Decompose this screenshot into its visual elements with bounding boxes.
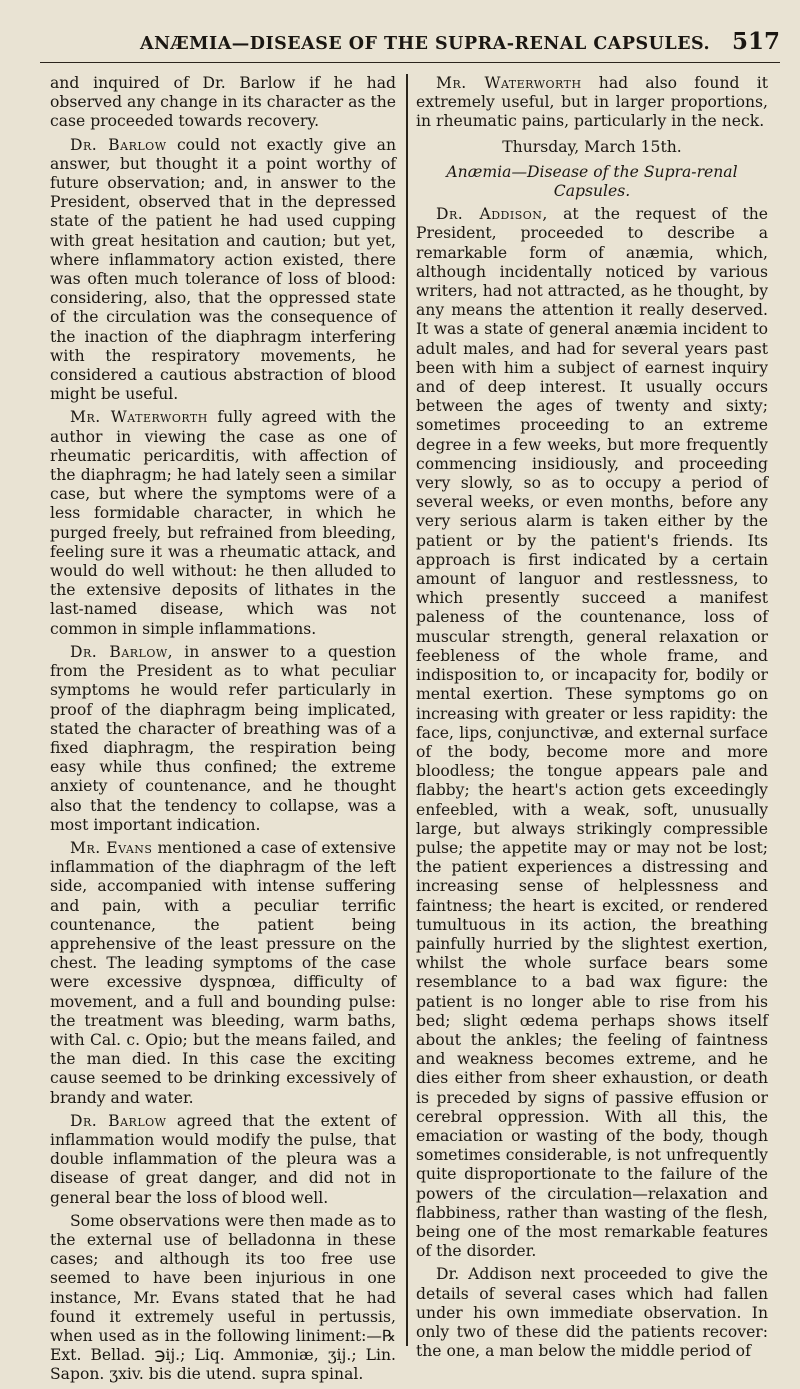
- paragraph: Mr. Evans mentioned a case of extensive inflammation of the diaphragm of the left side, accompanied with intense suffering and pain, with a peculiar terrific countenance, the patient being apprehensive of the least pressure on the chest. The leading symptoms of the case were excessive dyspnœa, difficulty of movement, and a full and bounding pulse: the treatment was bleeding, warm baths, with Cal. c. Opio; but the means failed, and the man died. In this case the exciting cause seemed to be drinking excessively of brandy and water.: [50, 838, 396, 1107]
- page-number: 517: [731, 28, 780, 55]
- running-header: [40, 28, 780, 63]
- speaker-name: Dr. Barlow: [70, 135, 167, 154]
- paragraph: Some observations were then made as to the external use of belladonna in these cases; and although its too free use seemed to have been injurious in one instance, Mr. Evans stated that he had found it extremely useful in pertussis, when used as in the following liniment:—℞ Ext. Bellad. ℈ij.; Liq. Ammoniæ, ʒij.; Lin. Sapon. ʒxiv. bis die utend. supra spinal.: [50, 1211, 396, 1384]
- speaker-name: Dr. Barlow: [70, 642, 168, 661]
- paragraph: and inquired of Dr. Barlow if he had observed any change in its character as the case proceeded towards recovery.: [50, 74, 396, 131]
- right-column: [416, 74, 768, 1365]
- meeting-date: Thursday, March 15th.: [502, 137, 682, 156]
- paragraph: Dr. Addison next proceeded to give the details of several cases which had fallen under his own immediate observation. In only two of these did the patients recover: the one, a man below the middle period of: [416, 1265, 768, 1361]
- speaker-name: Mr. Waterworth: [70, 408, 208, 427]
- paragraph: Dr. Barlow, in answer to a question from the President as to what peculiar symptoms he would refer particularly in proof of the diaphragm being implicated, stated the character of breathing was of a fixed diaphragm, the respiration being easy while thus confined; the extreme anxiety of countenance, and he thought also that the tendency to collapse, was a most important indication.: [50, 642, 396, 834]
- paragraph: Mr. Waterworth fully agreed with the author in viewing the case as one of rheumatic pericarditis, with affection of the diaphragm; he had lately seen a similar case, but where the symptoms were of a less formidable character, in which he purged freely, but refrained from bleeding, feeling sure it was a rheumatic attack, and would do well without: he then alluded to the extensive deposits of lithates in the last-named disease, which was not common in simple inflammations.: [50, 408, 396, 638]
- running-title: ANÆMIA—DISEASE OF THE SUPRA-RENAL CAPSULES.: [140, 34, 711, 54]
- speaker-name: Mr. Evans: [70, 838, 153, 857]
- speaker-name: Dr. Addison: [436, 205, 543, 224]
- speaker-name: Mr. Waterworth: [436, 74, 582, 92]
- paragraph: Dr. Barlow agreed that the extent of inflammation would modify the pulse, that double inflammation of the pleura was a disease of great danger, and did not in general bear the loss of blood well.: [50, 1111, 396, 1207]
- paragraph: Dr. Addison, at the request of the President, proceeded to describe a remarkable form of anæmia, which, although incidentally noticed by various writers, had not attracted, as he thought, by any means the attention it really deserved. It was a state of general anæmia incident to adult males, and had for several years past been with him a subject of earnest inquiry and of deep interest. It usually occurs between the ages of twenty and sixty; sometimes proceeding to an extreme degree in a few weeks, but more frequently commencing insidiously, and proceeding very slowly, so as to occupy a period of several weeks, or even months, before any very serious alarm is taken either by the patient or by the patient's friends. Its approach is first indicated by a certain amount of languor and restlessness, to which presently succeed a manifest paleness of the countenance, loss of muscular strength, general relaxation or feebleness of the whole frame, and indisposition to, or incapacity for, bodily or mental exertion. These symptoms go on increasing with greater or less rapidity: the face, lips, conjunctivæ, and external surface of the body, become more and more bloodless; the tongue appears pale and flabby; the heart's action gets exceedingly enfeebled, with a weak, soft, unusually large, but always strikingly compressible pulse; the appetite may or may not be lost; the patient experiences a distressing and increasing sense of helplessness and faintness; the heart is excited, or rendered tumultuous in its action, the breathing painfully hurried by the slightest exertion, whilst the whole surface bears some resemblance to a bad wax figure: the patient is no longer able to rise from his bed; slight œdema perhaps shows itself about the ankles; the feeling of faintness and weakness becomes extreme, and he dies either from sheer exhaustion, or death is preceded by signs of passive effusion or cerebral oppression. With all this, the emaciation or wasting of the body, though sometimes considerable, is not unfrequently quite disproportionate to the failure of the powers of the circulation—relaxation and flabbiness, rather than wasting of the flesh, being one of the most remarkable features of the disorder.: [416, 205, 769, 1261]
- column-rule: [406, 74, 408, 1346]
- left-column: [50, 74, 396, 1389]
- paragraph: Dr. Barlow could not exactly give an answer, but thought it a point worthy of future observation; and, in answer to the President, observed that in the depressed state of the patient he had used cupping with great hesitation and caution; but yet, where inflammatory action existed, there was often much tolerance of loss of blood: considering, also, that the oppressed state of the circulation was the consequence of the inaction of the diaphragm interfering with the respiratory movements, he considered a cautious abstraction of blood might be useful.: [50, 135, 396, 404]
- paragraph: Mr. Waterworth had also found it extremely useful, but in larger proportions, in rheumatic pains, particularly in the neck.: [416, 74, 768, 131]
- section-title: Anæmia—Disease of the Supra-renal Capsules.: [446, 162, 738, 201]
- speaker-name: Dr. Barlow: [70, 1111, 167, 1130]
